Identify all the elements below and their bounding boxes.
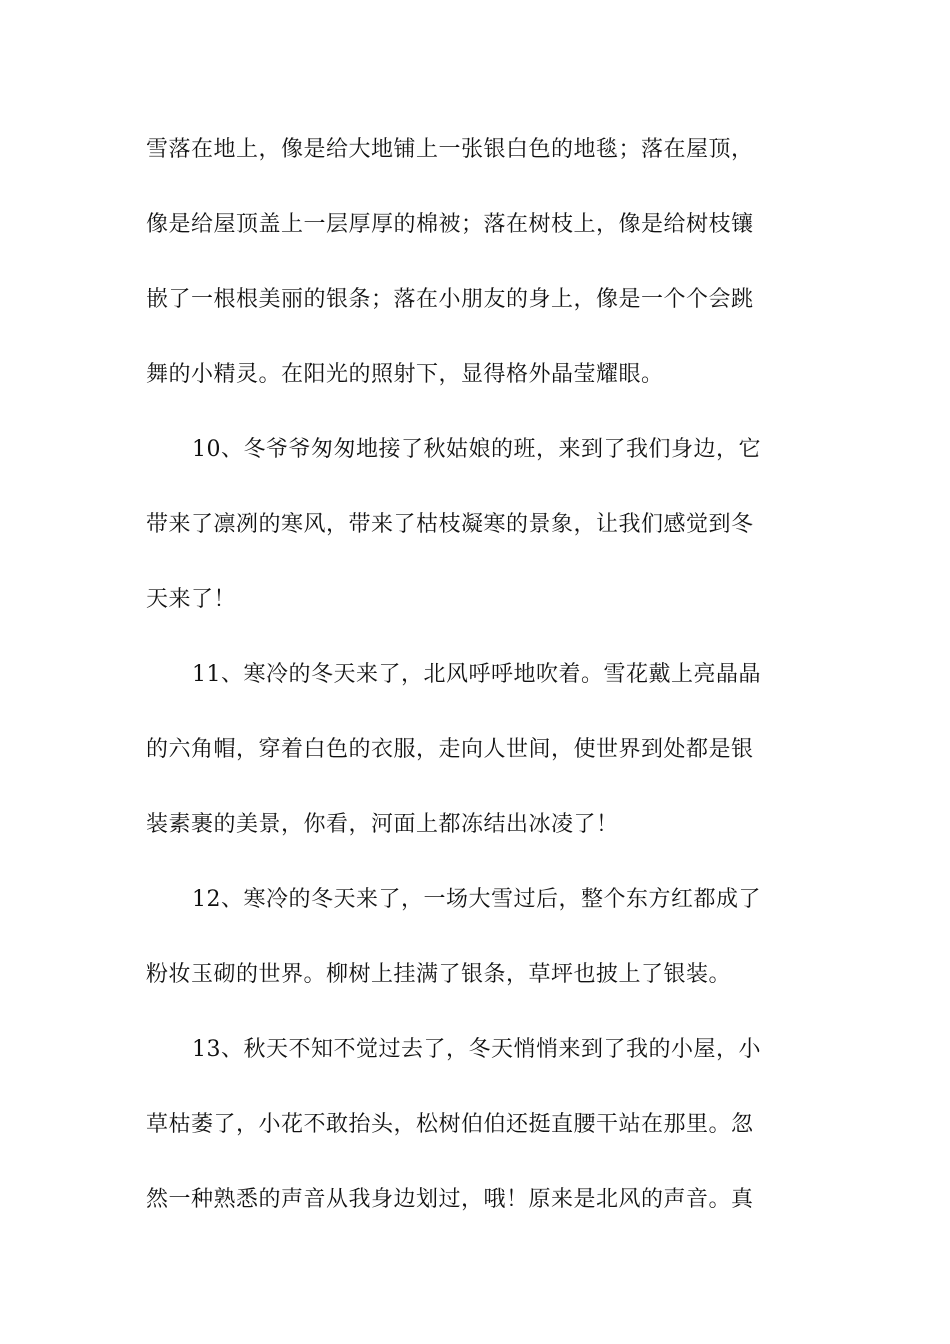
paragraph-line: 粉妆玉砌的世界。柳树上挂满了银条，草坪也披上了银装。 xyxy=(146,962,732,987)
paragraph-line: 嵌了一根根美丽的银条；落在小朋友的身上，像是一个个会跳 xyxy=(146,287,754,312)
paragraph-line: 带来了凛冽的寒风，带来了枯枝凝寒的景象，让我们感觉到冬 xyxy=(146,512,754,537)
paragraph-line: 装素裹的美景，你看，河面上都冻结出冰凌了！ xyxy=(146,812,619,837)
paragraph-line: 舞的小精灵。在阳光的照射下，显得格外晶莹耀眼。 xyxy=(146,362,664,387)
paragraph-line: 天来了！ xyxy=(146,587,237,612)
paragraph-line: 的六角帽，穿着白色的衣服，走向人世间，使世界到处都是银 xyxy=(146,737,754,762)
paragraph-line: 雪落在地上，像是给大地铺上一张银白色的地毯；落在屋顶， xyxy=(146,137,754,162)
paragraph-line: 13、秋天不知不觉过去了，冬天悄悄来到了我的小屋，小 xyxy=(192,1037,761,1062)
paragraph-line: 像是给屋顶盖上一层厚厚的棉被；落在树枝上，像是给树枝镶 xyxy=(146,212,754,237)
paragraph-line: 然一种熟悉的声音从我身边划过，哦！原来是北风的声音。真 xyxy=(146,1187,754,1212)
paragraph-line: 草枯萎了，小花不敢抬头，松树伯伯还挺直腰干站在那里。忽 xyxy=(146,1112,754,1137)
paragraph-line: 12、寒冷的冬天来了，一场大雪过后，整个东方红都成了 xyxy=(192,887,761,912)
paragraph-line: 11、寒冷的冬天来了，北风呼呼地吹着。雪花戴上亮晶晶 xyxy=(192,662,761,687)
paragraph-line: 10、冬爷爷匆匆地接了秋姑娘的班，来到了我们身边，它 xyxy=(192,437,761,462)
